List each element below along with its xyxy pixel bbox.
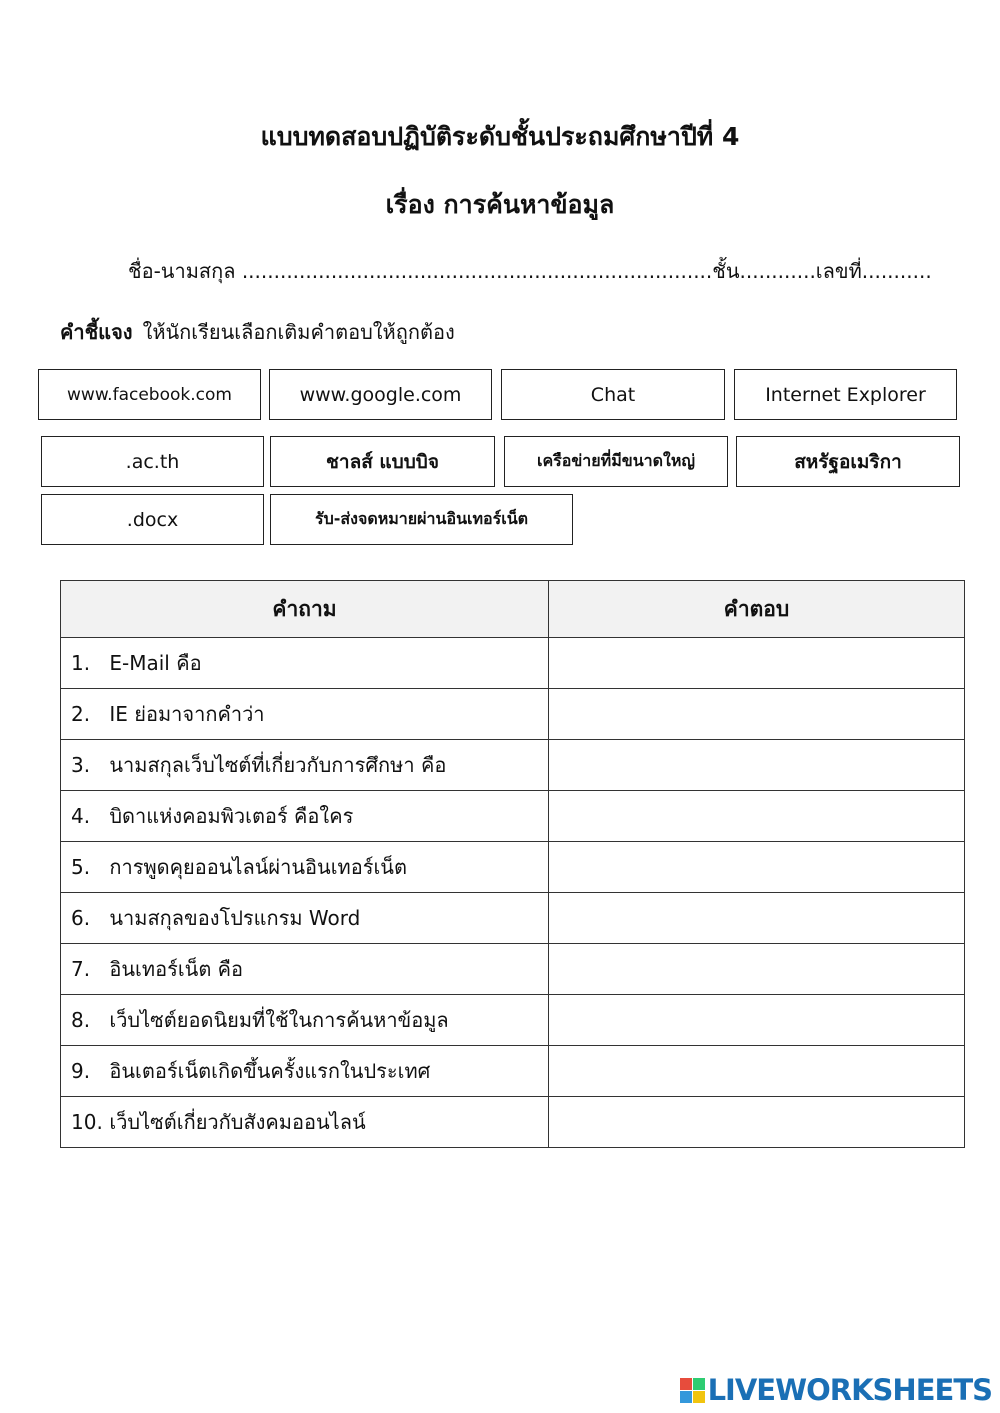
logo-square-yellow bbox=[693, 1391, 705, 1403]
choice-large-network[interactable]: เครือข่ายที่มีขนาดใหญ่ bbox=[504, 436, 728, 487]
logo-square-green bbox=[693, 1378, 705, 1390]
answer-cell bbox=[549, 842, 965, 893]
table-row bbox=[61, 1097, 965, 1148]
answer-input-10[interactable] bbox=[549, 1097, 964, 1147]
answer-input-6[interactable] bbox=[549, 893, 964, 943]
choice-internet-explorer[interactable]: Internet Explorer bbox=[734, 369, 957, 420]
answer-input-7[interactable] bbox=[549, 944, 964, 994]
answer-cell bbox=[549, 944, 965, 995]
question-number: 4. bbox=[71, 804, 91, 828]
question-cell bbox=[61, 638, 549, 689]
answer-cell bbox=[549, 995, 965, 1046]
question-cell bbox=[61, 689, 549, 740]
table-row bbox=[61, 791, 965, 842]
qa-table bbox=[60, 580, 965, 1148]
table-row bbox=[61, 893, 965, 944]
answer-input-8[interactable] bbox=[549, 995, 964, 1045]
choice-ac-th[interactable]: .ac.th bbox=[41, 436, 264, 487]
question-cell bbox=[61, 944, 549, 995]
question-number: 3. bbox=[71, 753, 91, 777]
table-row bbox=[61, 689, 965, 740]
instruction bbox=[60, 317, 455, 347]
choice-send-receive-mail[interactable]: รับ-ส่งจดหมายผ่านอินเทอร์เน็ต bbox=[270, 494, 573, 545]
question-number: 10. bbox=[71, 1110, 103, 1134]
choice-chat[interactable]: Chat bbox=[501, 369, 725, 420]
table-row bbox=[61, 842, 965, 893]
header-question: คำถาม bbox=[61, 581, 549, 638]
answer-cell bbox=[549, 791, 965, 842]
question-cell bbox=[61, 1046, 549, 1097]
instruction-text: ให้นักเรียนเลือกเติมคำตอบให้ถูกต้อง bbox=[142, 320, 455, 344]
answer-input-1[interactable] bbox=[549, 638, 964, 688]
question-text: นามสกุลเว็บไซต์ที่เกี่ยวกับการศึกษา คือ bbox=[109, 753, 447, 777]
answer-input-5[interactable] bbox=[549, 842, 964, 892]
answer-input-2[interactable] bbox=[549, 689, 964, 739]
question-cell bbox=[61, 740, 549, 791]
question-number: 5. bbox=[71, 855, 91, 879]
logo-square-blue bbox=[680, 1391, 692, 1403]
question-cell bbox=[61, 893, 549, 944]
choice-usa[interactable]: สหรัฐอเมริกา bbox=[736, 436, 960, 487]
answer-cell bbox=[549, 1097, 965, 1148]
question-text: อินเทอร์เน็ต คือ bbox=[109, 957, 244, 981]
choice-charles-babbage[interactable]: ชาลส์ แบบบิจ bbox=[270, 436, 495, 487]
answer-cell bbox=[549, 689, 965, 740]
question-text: บิดาแห่งคอมพิวเตอร์ คือใคร bbox=[109, 804, 354, 828]
worksheet-subtitle: เรื่อง การค้นหาข้อมูล bbox=[385, 190, 615, 219]
answer-cell bbox=[549, 740, 965, 791]
liveworksheets-logo bbox=[680, 1373, 992, 1407]
answer-cell bbox=[549, 1046, 965, 1097]
logo-square-red bbox=[680, 1378, 692, 1390]
question-text: E-Mail คือ bbox=[109, 651, 202, 675]
question-cell bbox=[61, 995, 549, 1046]
table-row bbox=[61, 638, 965, 689]
choice-docx[interactable]: .docx bbox=[41, 494, 264, 545]
table-row bbox=[61, 995, 965, 1046]
student-info-line: ชื่อ-นามสกุล ..........................................................................ชั้น............เลขที่........... bbox=[128, 259, 932, 283]
question-cell bbox=[61, 842, 549, 893]
question-number: 8. bbox=[71, 1008, 91, 1032]
worksheet-title: แบบทดสอบปฏิบัติระดับชั้นประถมศึกษาปีที่ 4 bbox=[260, 122, 740, 151]
table-header-row bbox=[61, 581, 965, 638]
question-number: 1. bbox=[71, 651, 91, 675]
answer-cell bbox=[549, 893, 965, 944]
question-number: 7. bbox=[71, 957, 91, 981]
logo-mark-icon bbox=[680, 1378, 705, 1403]
logo-text: LIVEWORKSHEETS bbox=[707, 1373, 992, 1407]
choice-google[interactable]: www.google.com bbox=[269, 369, 492, 420]
choice-facebook[interactable]: www.facebook.com bbox=[38, 369, 261, 420]
answer-input-9[interactable] bbox=[549, 1046, 964, 1096]
question-text: อินเตอร์เน็ตเกิดขึ้นครั้งแรกในประเทศ bbox=[109, 1059, 431, 1083]
instruction-label: คำชี้แจง bbox=[60, 320, 133, 344]
table-row bbox=[61, 740, 965, 791]
question-text: การพูดคุยออนไลน์ผ่านอินเทอร์เน็ต bbox=[109, 855, 407, 879]
question-text: เว็บไซต์เกี่ยวกับสังคมออนไลน์ bbox=[109, 1110, 366, 1134]
table-row bbox=[61, 944, 965, 995]
table-row bbox=[61, 1046, 965, 1097]
answer-input-3[interactable] bbox=[549, 740, 964, 790]
answer-input-4[interactable] bbox=[549, 791, 964, 841]
question-number: 9. bbox=[71, 1059, 91, 1083]
question-text: เว็บไซต์ยอดนิยมที่ใช้ในการค้นหาข้อมูล bbox=[109, 1008, 449, 1032]
question-number: 2. bbox=[71, 702, 91, 726]
question-text: นามสกุลของโปรแกรม Word bbox=[109, 906, 361, 930]
header-answer: คำตอบ bbox=[549, 581, 965, 638]
question-number: 6. bbox=[71, 906, 91, 930]
answer-cell bbox=[549, 638, 965, 689]
question-text: IE ย่อมาจากคำว่า bbox=[109, 702, 265, 726]
question-cell bbox=[61, 1097, 549, 1148]
question-cell bbox=[61, 791, 549, 842]
